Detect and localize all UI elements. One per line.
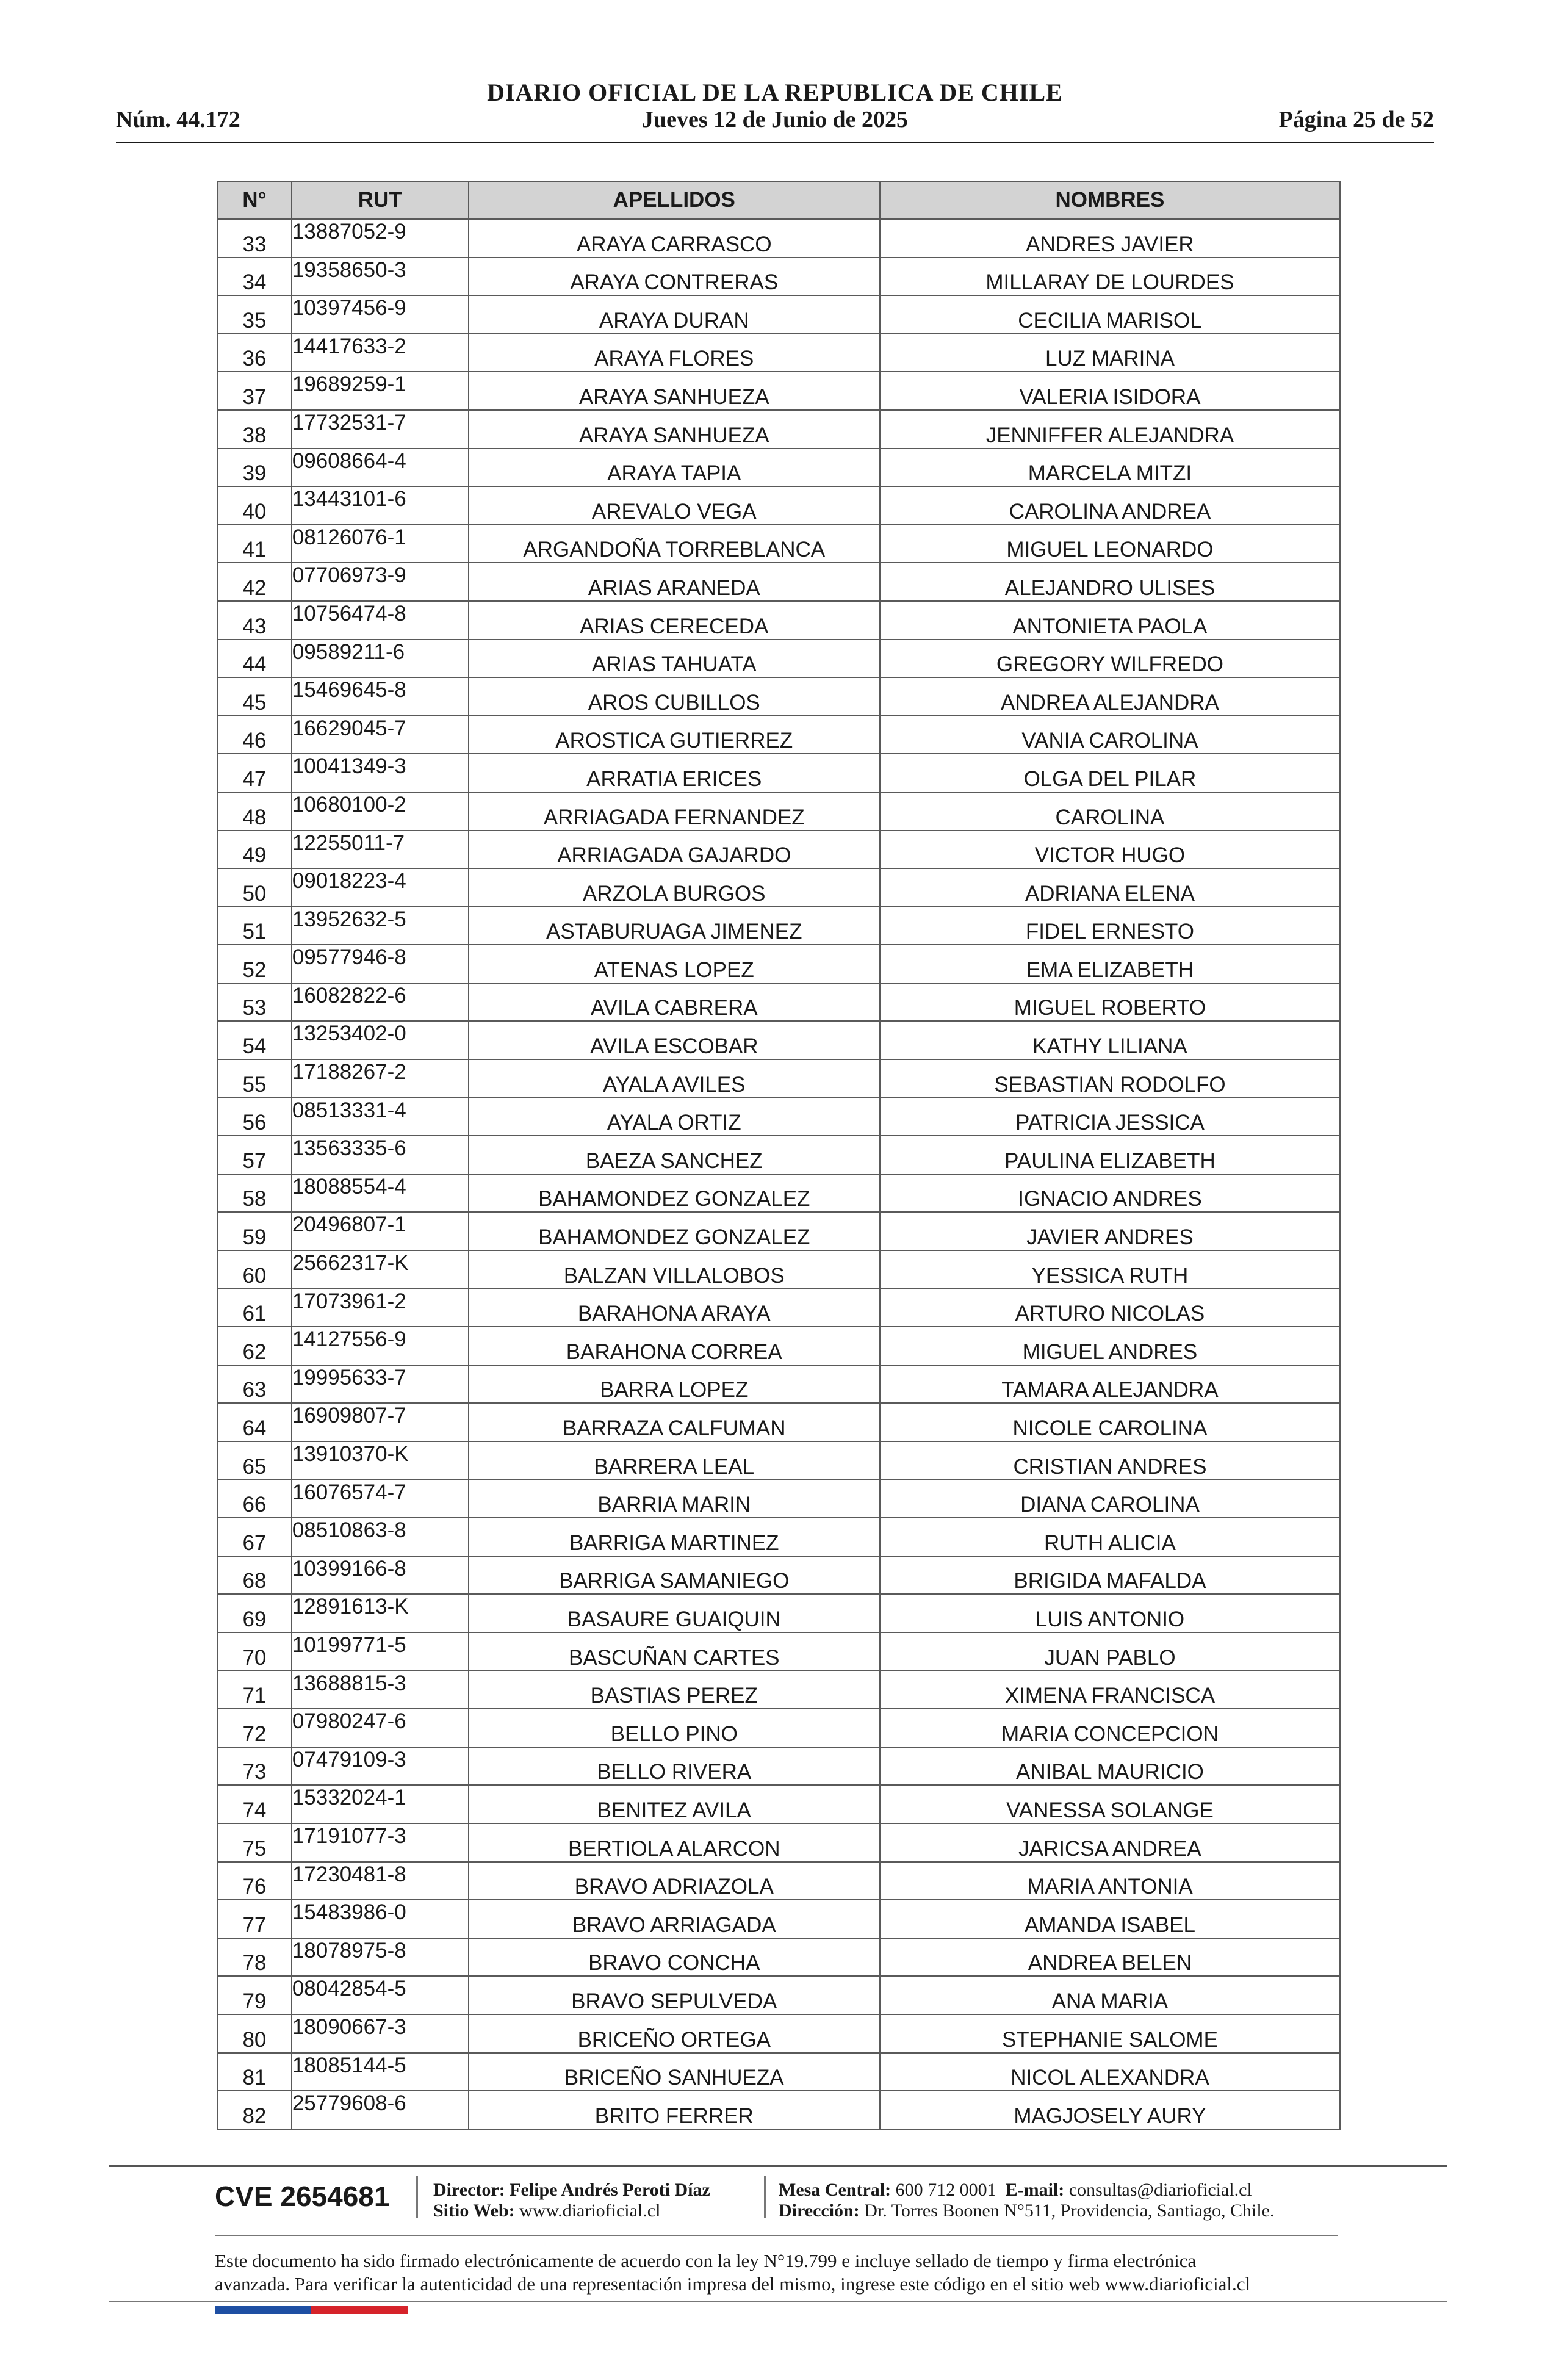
- table-row: [217, 640, 1340, 678]
- row-names: DIANA CAROLINA: [880, 1480, 1340, 1518]
- table-row: [217, 1632, 1340, 1671]
- cve-code: CVE 2654681: [215, 2180, 390, 2212]
- row-rut: 12255011-7: [292, 831, 469, 869]
- row-names: ANA MARIA: [880, 1976, 1340, 2014]
- table-row: [217, 258, 1340, 296]
- row-names: LUZ MARINA: [880, 334, 1340, 372]
- row-surnames: ARAYA SANHUEZA: [469, 372, 880, 410]
- row-names: JENNIFFER ALEJANDRA: [880, 410, 1340, 449]
- row-surnames: BELLO PINO: [469, 1709, 880, 1747]
- page-number: Página 25 de 52: [1278, 107, 1434, 132]
- row-surnames: BARAHONA ARAYA: [469, 1289, 880, 1327]
- legal-notice: [215, 2249, 1350, 2296]
- column-header-number: N°: [217, 181, 292, 219]
- row-number: 57: [217, 1136, 292, 1174]
- row-names: TAMARA ALEJANDRA: [880, 1365, 1340, 1404]
- row-surnames: ARRATIA ERICES: [469, 754, 880, 792]
- row-number: 81: [217, 2053, 292, 2091]
- row-number: 82: [217, 2091, 292, 2129]
- row-number: 72: [217, 1709, 292, 1747]
- row-number: 74: [217, 1785, 292, 1823]
- row-number: 70: [217, 1632, 292, 1671]
- row-names: XIMENA FRANCISCA: [880, 1671, 1340, 1709]
- row-rut: 25779608-6: [292, 2091, 469, 2129]
- table-body: [217, 219, 1340, 2129]
- row-surnames: ARIAS CERECEDA: [469, 601, 880, 640]
- publication-date: Jueves 12 de Junio de 2025: [642, 107, 908, 132]
- row-rut: 09018223-4: [292, 868, 469, 907]
- email-link[interactable]: consultas@diarioficial.cl: [1068, 2180, 1252, 2200]
- row-names: LUIS ANTONIO: [880, 1594, 1340, 1632]
- table-row: [217, 1289, 1340, 1327]
- table-row: [217, 1441, 1340, 1480]
- table-row: [217, 1976, 1340, 2014]
- row-rut: 19995633-7: [292, 1365, 469, 1404]
- row-names: JAVIER ANDRES: [880, 1212, 1340, 1250]
- phone-label: Mesa Central:: [779, 2180, 891, 2200]
- row-rut: 15483986-0: [292, 1900, 469, 1938]
- row-names: ANDREA BELEN: [880, 1938, 1340, 1977]
- row-number: 66: [217, 1480, 292, 1518]
- row-rut: 12891613-K: [292, 1594, 469, 1632]
- table-row: [217, 677, 1340, 716]
- row-number: 55: [217, 1059, 292, 1098]
- row-rut: 17732531-7: [292, 410, 469, 449]
- row-surnames: AREVALO VEGA: [469, 486, 880, 525]
- page-header: [116, 73, 1434, 146]
- table-header-row: [217, 181, 1340, 219]
- row-names: GREGORY WILFREDO: [880, 640, 1340, 678]
- row-names: VANIA CAROLINA: [880, 716, 1340, 754]
- header-divider: [116, 142, 1434, 143]
- row-rut: 08042854-5: [292, 1976, 469, 2014]
- row-rut: 19358650-3: [292, 258, 469, 296]
- table-row: [217, 1327, 1340, 1365]
- table-row: [217, 831, 1340, 869]
- table-row: [217, 868, 1340, 907]
- table-row: [217, 1212, 1340, 1250]
- table-row: [217, 716, 1340, 754]
- row-rut: 13688815-3: [292, 1671, 469, 1709]
- row-names: PATRICIA JESSICA: [880, 1098, 1340, 1136]
- row-rut: 08126076-1: [292, 525, 469, 563]
- row-rut: 17188267-2: [292, 1059, 469, 1098]
- row-names: MIGUEL ANDRES: [880, 1327, 1340, 1365]
- table-row: [217, 2014, 1340, 2053]
- row-names: FIDEL ERNESTO: [880, 907, 1340, 945]
- row-names: BRIGIDA MAFALDA: [880, 1556, 1340, 1595]
- row-rut: 13253402-0: [292, 1021, 469, 1059]
- column-header-names: NOMBRES: [880, 181, 1340, 219]
- row-names: NICOL ALEXANDRA: [880, 2053, 1340, 2091]
- row-number: 68: [217, 1556, 292, 1595]
- row-rut: 16076574-7: [292, 1480, 469, 1518]
- table-row: [217, 563, 1340, 601]
- row-rut: 19689259-1: [292, 372, 469, 410]
- row-number: 63: [217, 1365, 292, 1404]
- row-rut: 09589211-6: [292, 640, 469, 678]
- row-number: 61: [217, 1289, 292, 1327]
- column-header-rut: RUT: [292, 181, 469, 219]
- row-surnames: ARAYA TAPIA: [469, 449, 880, 487]
- row-surnames: ARAYA SANHUEZA: [469, 410, 880, 449]
- table-row: [217, 1671, 1340, 1709]
- row-rut: 17073961-2: [292, 1289, 469, 1327]
- row-number: 80: [217, 2014, 292, 2053]
- row-number: 77: [217, 1900, 292, 1938]
- row-names: MARIA ANTONIA: [880, 1862, 1340, 1900]
- row-surnames: BRAVO CONCHA: [469, 1938, 880, 1977]
- table-row: [217, 1823, 1340, 1862]
- row-names: RUTH ALICIA: [880, 1518, 1340, 1556]
- row-surnames: ARIAS ARANEDA: [469, 563, 880, 601]
- row-surnames: BELLO RIVERA: [469, 1747, 880, 1786]
- table-row: [217, 1365, 1340, 1404]
- row-number: 53: [217, 983, 292, 1022]
- row-names: EMA ELIZABETH: [880, 945, 1340, 983]
- row-rut: 18088554-4: [292, 1174, 469, 1213]
- row-surnames: ARIAS TAHUATA: [469, 640, 880, 678]
- row-surnames: BERTIOLA ALARCON: [469, 1823, 880, 1862]
- row-number: 49: [217, 831, 292, 869]
- table-row: [217, 219, 1340, 258]
- row-rut: 20496807-1: [292, 1212, 469, 1250]
- table-row: [217, 1098, 1340, 1136]
- row-names: JUAN PABLO: [880, 1632, 1340, 1671]
- row-number: 73: [217, 1747, 292, 1786]
- row-names: SEBASTIAN RODOLFO: [880, 1059, 1340, 1098]
- row-number: 34: [217, 258, 292, 296]
- row-rut: 25662317-K: [292, 1250, 469, 1289]
- row-surnames: BARRA LOPEZ: [469, 1365, 880, 1404]
- row-surnames: ARAYA CONTRERAS: [469, 258, 880, 296]
- names-table: [217, 181, 1341, 2130]
- row-rut: 15469645-8: [292, 677, 469, 716]
- row-number: 33: [217, 219, 292, 258]
- row-names: AMANDA ISABEL: [880, 1900, 1340, 1938]
- table-row: [217, 945, 1340, 983]
- row-names: PAULINA ELIZABETH: [880, 1136, 1340, 1174]
- row-rut: 16629045-7: [292, 716, 469, 754]
- row-surnames: BALZAN VILLALOBOS: [469, 1250, 880, 1289]
- row-surnames: BRICEÑO SANHUEZA: [469, 2053, 880, 2091]
- row-rut: 17230481-8: [292, 1862, 469, 1900]
- row-rut: 10199771-5: [292, 1632, 469, 1671]
- website-link[interactable]: www.diarioficial.cl: [519, 2201, 661, 2221]
- row-names: STEPHANIE SALOME: [880, 2014, 1340, 2053]
- table-row: [217, 1862, 1340, 1900]
- row-number: 60: [217, 1250, 292, 1289]
- row-number: 45: [217, 677, 292, 716]
- row-names: YESSICA RUTH: [880, 1250, 1340, 1289]
- row-rut: 16909807-7: [292, 1403, 469, 1441]
- row-names: IGNACIO ANDRES: [880, 1174, 1340, 1213]
- row-names: MIGUEL ROBERTO: [880, 983, 1340, 1022]
- table-row: [217, 372, 1340, 410]
- row-rut: 16082822-6: [292, 983, 469, 1022]
- row-names: CRISTIAN ANDRES: [880, 1441, 1340, 1480]
- row-surnames: ARGANDOÑA TORREBLANCA: [469, 525, 880, 563]
- row-rut: 13910370-K: [292, 1441, 469, 1480]
- row-rut: 10680100-2: [292, 792, 469, 831]
- website-label: Sitio Web:: [433, 2201, 515, 2221]
- row-rut: 13887052-9: [292, 219, 469, 258]
- row-rut: 15332024-1: [292, 1785, 469, 1823]
- row-number: 64: [217, 1403, 292, 1441]
- flag-bar-blue: [215, 2306, 311, 2314]
- row-number: 52: [217, 945, 292, 983]
- row-rut: 13952632-5: [292, 907, 469, 945]
- row-rut: 08513331-4: [292, 1098, 469, 1136]
- address-text: Dr. Torres Boonen N°511, Providencia, Santiago, Chile.: [864, 2201, 1275, 2221]
- row-number: 44: [217, 640, 292, 678]
- row-names: JARICSA ANDREA: [880, 1823, 1340, 1862]
- row-names: CECILIA MARISOL: [880, 295, 1340, 334]
- row-rut: 13443101-6: [292, 486, 469, 525]
- row-number: 51: [217, 907, 292, 945]
- row-surnames: ARAYA FLORES: [469, 334, 880, 372]
- row-number: 36: [217, 334, 292, 372]
- row-rut: 14417633-2: [292, 334, 469, 372]
- footer-director-block: [433, 2180, 710, 2221]
- table-row: [217, 601, 1340, 640]
- row-names: ANDRES JAVIER: [880, 219, 1340, 258]
- row-number: 35: [217, 295, 292, 334]
- table-row: [217, 1594, 1340, 1632]
- row-number: 58: [217, 1174, 292, 1213]
- legal-line: Este documento ha sido firmado electrónicamente de acuerdo con la ley N°19.799 e incluye sellado de tiempo y firma electrónica: [215, 2250, 1197, 2271]
- row-number: 40: [217, 486, 292, 525]
- row-number: 78: [217, 1938, 292, 1977]
- table-row: [217, 1518, 1340, 1556]
- row-surnames: AVILA ESCOBAR: [469, 1021, 880, 1059]
- table-row: [217, 1556, 1340, 1595]
- footer-divider: [215, 2235, 1338, 2236]
- row-surnames: BRAVO ADRIAZOLA: [469, 1862, 880, 1900]
- legal-line: avanzada. Para verificar la autenticidad de una representación impresa del mismo, ingrese este código en el sitio web www.diarioficial.cl: [215, 2273, 1251, 2295]
- row-number: 39: [217, 449, 292, 487]
- table-row: [217, 1136, 1340, 1174]
- row-surnames: BASAURE GUAIQUIN: [469, 1594, 880, 1632]
- table-row: [217, 2091, 1340, 2129]
- row-rut: 18090667-3: [292, 2014, 469, 2053]
- row-number: 38: [217, 410, 292, 449]
- row-surnames: ARRIAGADA GAJARDO: [469, 831, 880, 869]
- row-number: 46: [217, 716, 292, 754]
- row-names: MAGJOSELY AURY: [880, 2091, 1340, 2129]
- footer-divider: [109, 2301, 1447, 2302]
- table-row: [217, 907, 1340, 945]
- table-row: [217, 295, 1340, 334]
- table-row: [217, 1747, 1340, 1786]
- row-surnames: ARAYA CARRASCO: [469, 219, 880, 258]
- row-names: ANTONIETA PAOLA: [880, 601, 1340, 640]
- row-names: NICOLE CAROLINA: [880, 1403, 1340, 1441]
- row-surnames: AYALA AVILES: [469, 1059, 880, 1098]
- table-row: [217, 983, 1340, 1022]
- row-rut: 13563335-6: [292, 1136, 469, 1174]
- row-surnames: BARRIA MARIN: [469, 1480, 880, 1518]
- table-row: [217, 1250, 1340, 1289]
- row-names: MIGUEL LEONARDO: [880, 525, 1340, 563]
- table-row: [217, 1900, 1340, 1938]
- row-surnames: AYALA ORTIZ: [469, 1098, 880, 1136]
- row-names: VANESSA SOLANGE: [880, 1785, 1340, 1823]
- row-names: CAROLINA: [880, 792, 1340, 831]
- row-rut: 14127556-9: [292, 1327, 469, 1365]
- row-names: VALERIA ISIDORA: [880, 372, 1340, 410]
- row-names: VICTOR HUGO: [880, 831, 1340, 869]
- row-names: CAROLINA ANDREA: [880, 486, 1340, 525]
- row-rut: 10399166-8: [292, 1556, 469, 1595]
- table-row: [217, 486, 1340, 525]
- row-surnames: ARRIAGADA FERNANDEZ: [469, 792, 880, 831]
- row-number: 59: [217, 1212, 292, 1250]
- row-names: MARIA CONCEPCION: [880, 1709, 1340, 1747]
- row-surnames: BARAHONA CORREA: [469, 1327, 880, 1365]
- table-row: [217, 1938, 1340, 1977]
- row-number: 67: [217, 1518, 292, 1556]
- row-surnames: ARAYA DURAN: [469, 295, 880, 334]
- row-number: 76: [217, 1862, 292, 1900]
- row-names: MARCELA MITZI: [880, 449, 1340, 487]
- row-number: 47: [217, 754, 292, 792]
- row-surnames: BASCUÑAN CARTES: [469, 1632, 880, 1671]
- row-names: ARTURO NICOLAS: [880, 1289, 1340, 1327]
- row-number: 48: [217, 792, 292, 831]
- row-surnames: BAEZA SANCHEZ: [469, 1136, 880, 1174]
- row-rut: 10041349-3: [292, 754, 469, 792]
- footer-separator: [764, 2176, 766, 2218]
- row-rut: 09577946-8: [292, 945, 469, 983]
- table-row: [217, 525, 1340, 563]
- row-surnames: AVILA CABRERA: [469, 983, 880, 1022]
- row-number: 50: [217, 868, 292, 907]
- row-number: 43: [217, 601, 292, 640]
- row-rut: 07980247-6: [292, 1709, 469, 1747]
- table-row: [217, 449, 1340, 487]
- table-row: [217, 1021, 1340, 1059]
- row-surnames: BARRAZA CALFUMAN: [469, 1403, 880, 1441]
- table-row: [217, 754, 1340, 792]
- row-number: 37: [217, 372, 292, 410]
- row-number: 65: [217, 1441, 292, 1480]
- row-names: ADRIANA ELENA: [880, 868, 1340, 907]
- row-surnames: AROS CUBILLOS: [469, 677, 880, 716]
- table-row: [217, 1059, 1340, 1098]
- row-surnames: BARRIGA MARTINEZ: [469, 1518, 880, 1556]
- row-number: 42: [217, 563, 292, 601]
- row-surnames: ARZOLA BURGOS: [469, 868, 880, 907]
- footer-divider: [109, 2165, 1447, 2167]
- address-label: Dirección:: [779, 2201, 860, 2221]
- row-number: 56: [217, 1098, 292, 1136]
- row-number: 79: [217, 1976, 292, 2014]
- row-names: ANIBAL MAURICIO: [880, 1747, 1340, 1786]
- row-number: 69: [217, 1594, 292, 1632]
- flag-bar-red: [311, 2306, 408, 2314]
- issue-number: Núm. 44.172: [116, 107, 240, 132]
- row-rut: 09608664-4: [292, 449, 469, 487]
- table-row: [217, 2053, 1340, 2091]
- row-number: 62: [217, 1327, 292, 1365]
- director-label: Director:: [433, 2180, 505, 2200]
- footer-separator: [416, 2176, 418, 2218]
- row-rut: 18078975-8: [292, 1938, 469, 1977]
- row-surnames: BARRERA LEAL: [469, 1441, 880, 1480]
- row-number: 41: [217, 525, 292, 563]
- row-names: KATHY LILIANA: [880, 1021, 1340, 1059]
- row-rut: 10756474-8: [292, 601, 469, 640]
- row-number: 54: [217, 1021, 292, 1059]
- row-names: ANDREA ALEJANDRA: [880, 677, 1340, 716]
- table-row: [217, 1174, 1340, 1213]
- row-rut: 10397456-9: [292, 295, 469, 334]
- row-surnames: AROSTICA GUTIERREZ: [469, 716, 880, 754]
- row-surnames: BASTIAS PEREZ: [469, 1671, 880, 1709]
- newspaper-title: DIARIO OFICIAL DE LA REPUBLICA DE CHILE: [487, 79, 1063, 106]
- row-rut: 07479109-3: [292, 1747, 469, 1786]
- row-surnames: BRICEÑO ORTEGA: [469, 2014, 880, 2053]
- row-surnames: BRAVO SEPULVEDA: [469, 1976, 880, 2014]
- phone-number: 600 712 0001: [895, 2180, 996, 2200]
- row-surnames: ASTABURUAGA JIMENEZ: [469, 907, 880, 945]
- row-names: OLGA DEL PILAR: [880, 754, 1340, 792]
- column-header-surnames: APELLIDOS: [469, 181, 880, 219]
- row-rut: 08510863-8: [292, 1518, 469, 1556]
- table-row: [217, 1480, 1340, 1518]
- row-names: MILLARAY DE LOURDES: [880, 258, 1340, 296]
- row-surnames: BENITEZ AVILA: [469, 1785, 880, 1823]
- footer-contact-block: [779, 2180, 1275, 2221]
- row-surnames: BRITO FERRER: [469, 2091, 880, 2129]
- row-rut: 07706973-9: [292, 563, 469, 601]
- table-row: [217, 1709, 1340, 1747]
- table-row: [217, 410, 1340, 449]
- table-row: [217, 1403, 1340, 1441]
- row-number: 71: [217, 1671, 292, 1709]
- email-label: E-mail:: [1005, 2180, 1065, 2200]
- table-row: [217, 792, 1340, 831]
- row-surnames: BRAVO ARRIAGADA: [469, 1900, 880, 1938]
- row-number: 75: [217, 1823, 292, 1862]
- row-rut: 18085144-5: [292, 2053, 469, 2091]
- table-row: [217, 334, 1340, 372]
- row-surnames: BAHAMONDEZ GONZALEZ: [469, 1212, 880, 1250]
- director-name: Felipe Andrés Peroti Díaz: [510, 2180, 710, 2200]
- row-rut: 17191077-3: [292, 1823, 469, 1862]
- row-surnames: BAHAMONDEZ GONZALEZ: [469, 1174, 880, 1213]
- row-surnames: BARRIGA SAMANIEGO: [469, 1556, 880, 1595]
- table-row: [217, 1785, 1340, 1823]
- row-surnames: ATENAS LOPEZ: [469, 945, 880, 983]
- row-names: ALEJANDRO ULISES: [880, 563, 1340, 601]
